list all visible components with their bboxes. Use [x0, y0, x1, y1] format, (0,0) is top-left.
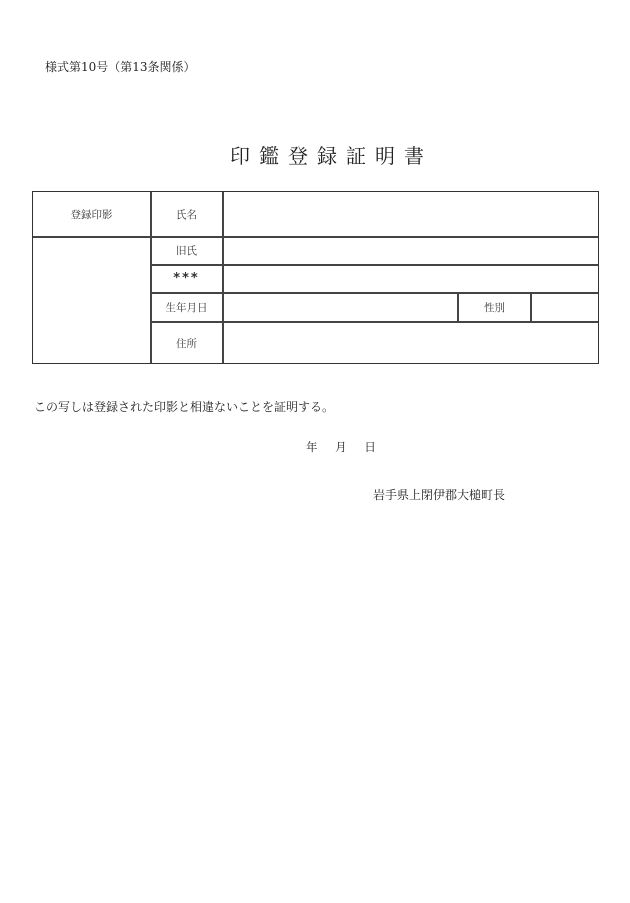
- seal-impression-label: 登録印影: [70, 208, 113, 221]
- certification-statement: この写しは登録された印影と相違ないことを証明する。: [34, 400, 335, 414]
- birth-date-value: [224, 293, 457, 321]
- date-day: 日: [364, 440, 376, 454]
- seal-impression-area: [33, 238, 150, 363]
- form-number: 様式第10号（第13条関係）: [45, 60, 196, 74]
- document-title: 印鑑登録証明書: [230, 144, 433, 168]
- issue-date: [306, 439, 390, 455]
- former-surname-label: 旧氏: [176, 245, 197, 257]
- date-month: 月: [335, 440, 347, 454]
- date-year: 年: [306, 440, 318, 454]
- certificate-table: [32, 191, 599, 364]
- name-value: [224, 192, 598, 236]
- name-label: 氏名: [176, 208, 197, 221]
- address-label: 住所: [176, 337, 197, 350]
- gender-value: [532, 293, 598, 321]
- birth-date-label: 生年月日: [165, 301, 208, 314]
- masked-label: ***: [173, 271, 200, 286]
- former-surname-value: [224, 237, 598, 264]
- masked-value: [224, 265, 598, 292]
- gender-label: 性別: [484, 301, 505, 314]
- issuer-name: 岩手県上閉伊郡大槌町長: [373, 488, 506, 502]
- address-value: [224, 323, 598, 363]
